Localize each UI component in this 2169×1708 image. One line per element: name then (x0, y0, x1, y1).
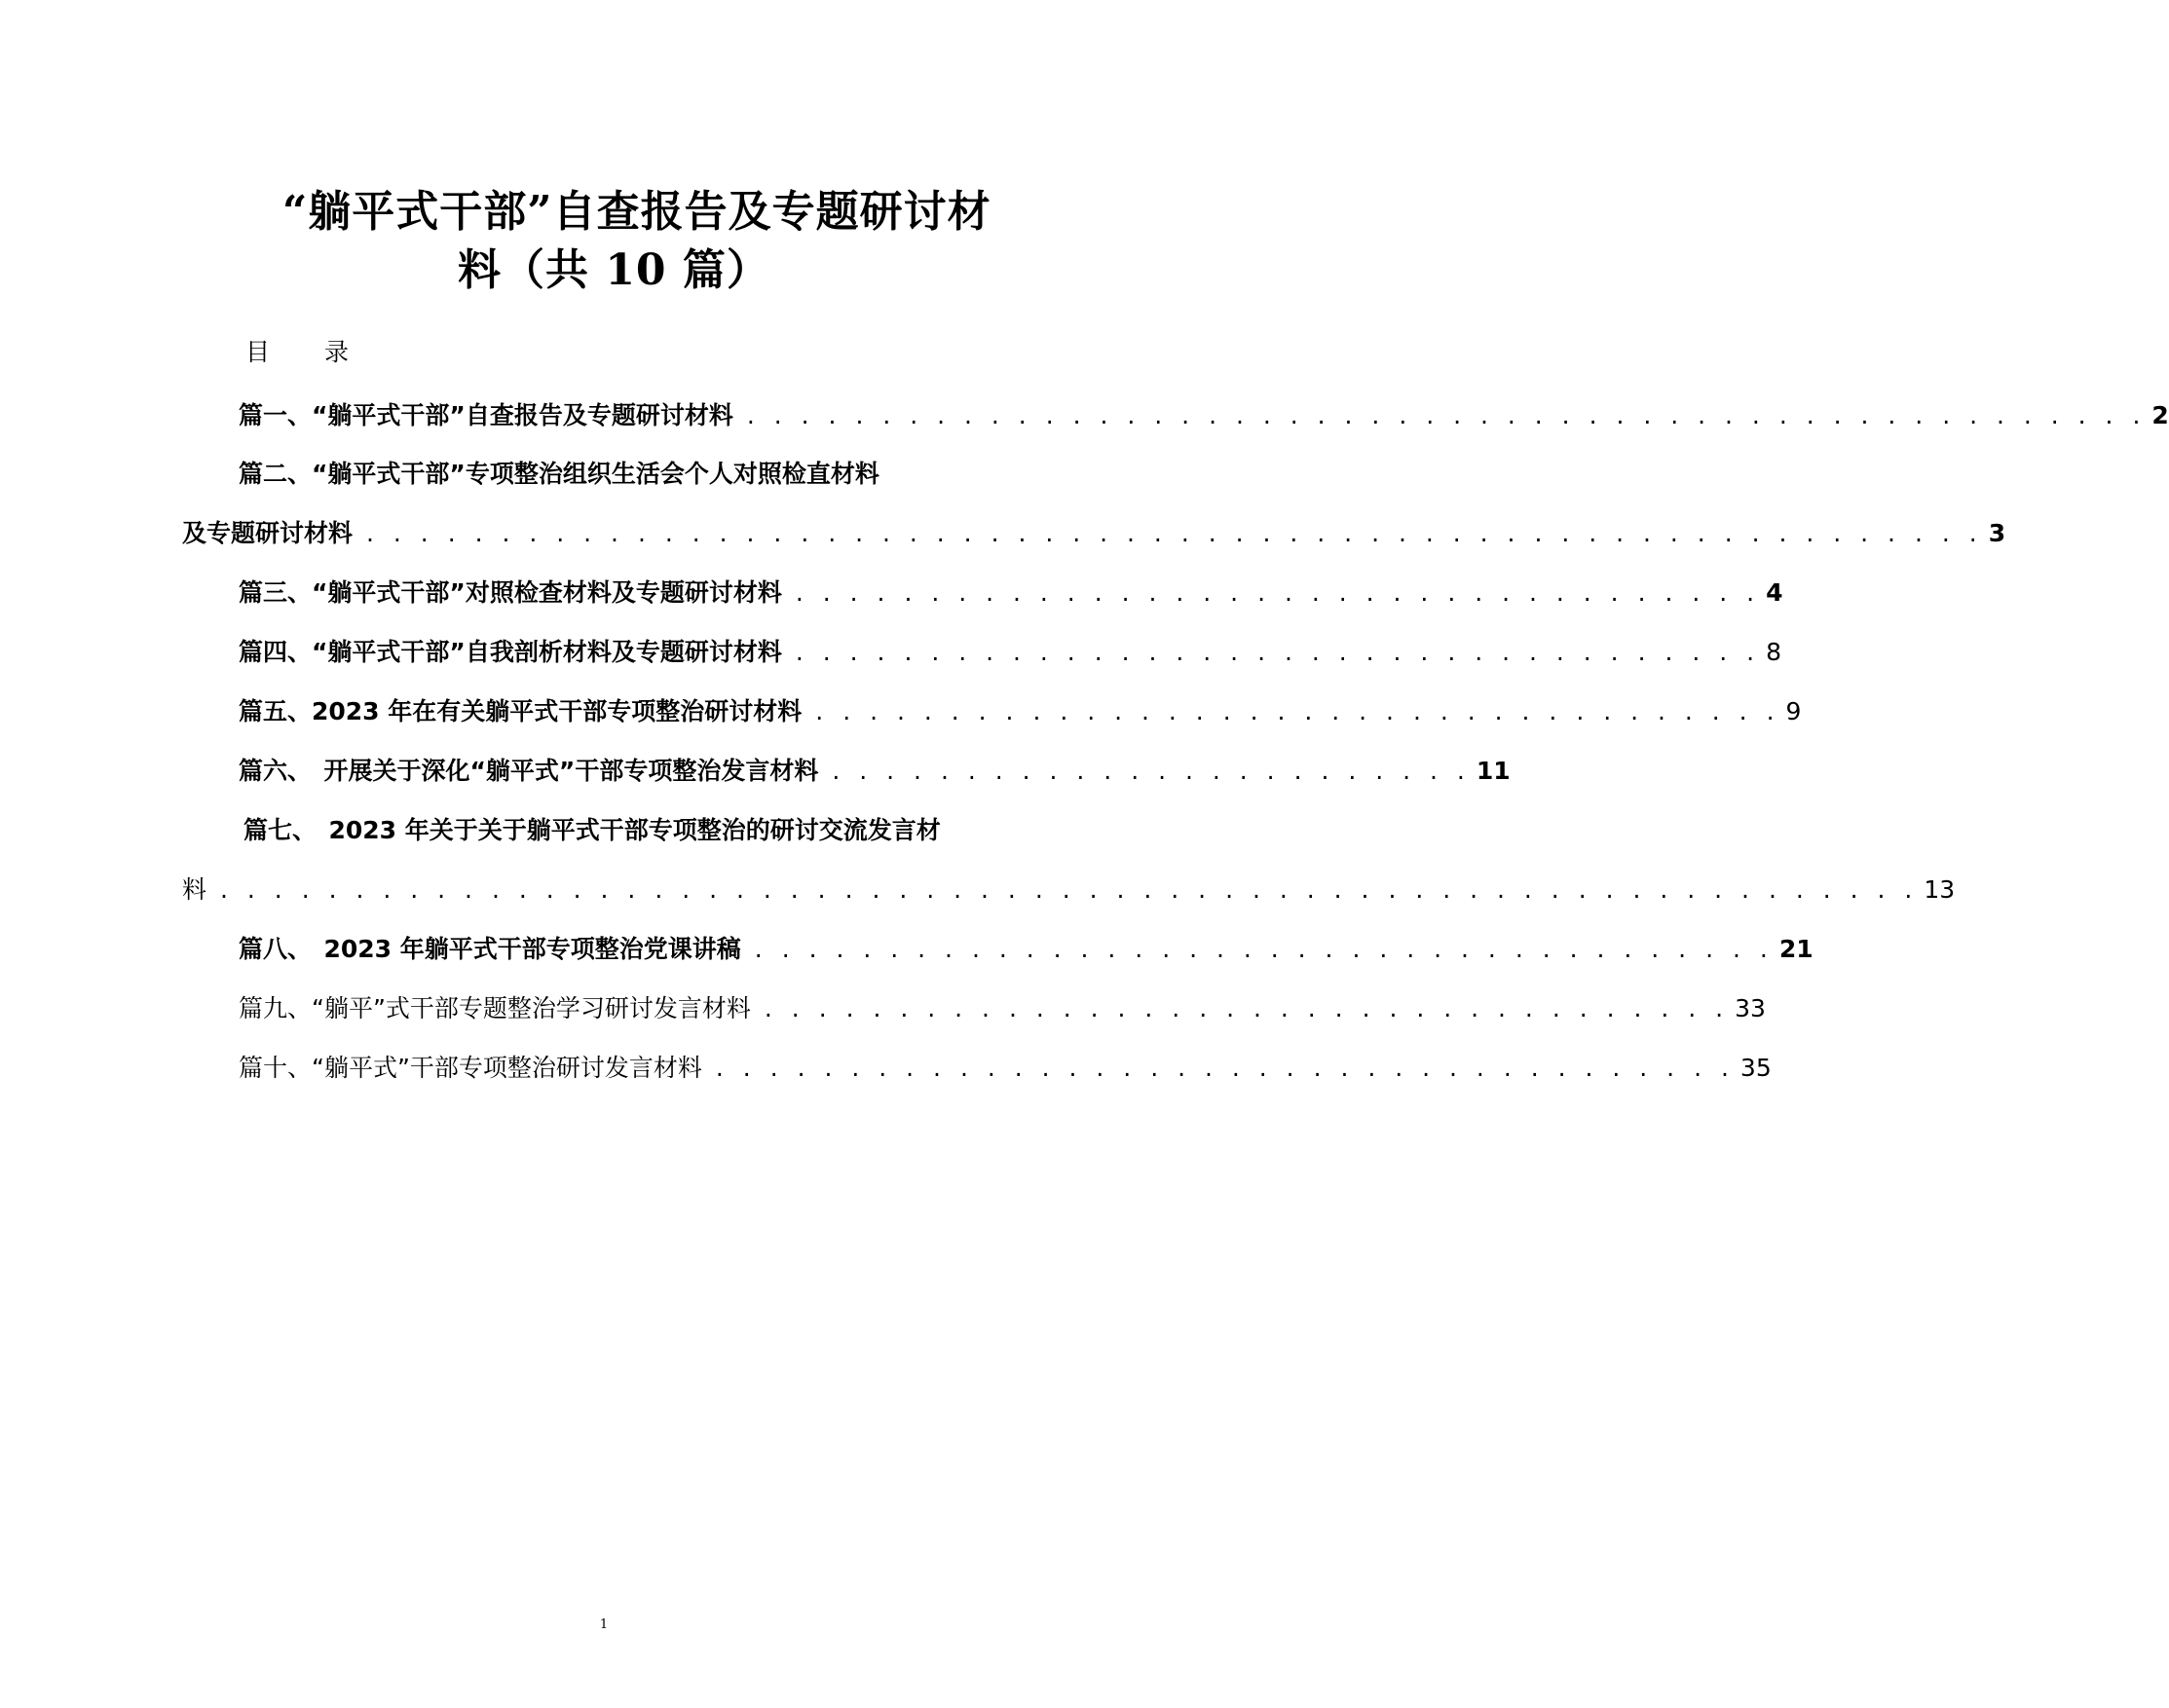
toc-entry-8-leader: . . . . . . . . . . . . . . . . . . . . . . . . . . . . . . . . . . . . . . (754, 935, 1774, 963)
toc-entry-2-page: 3 (1988, 519, 2006, 547)
toc-entry-4-page: 8 (1766, 638, 1782, 666)
toc-entry-6-title: 篇六、 开展关于深化“躺平式”干部专项整治发言材料 (239, 757, 819, 785)
toc-entry-3-leader: . . . . . . . . . . . . . . . . . . . . . . . . . . . . . . . . . . . . (795, 578, 1761, 607)
toc-entry-2-line-2[interactable] (182, 519, 2006, 547)
toc-entry-2-title-line-2: 及专题研讨材料 (182, 519, 354, 547)
document-title-line-1: “躺平式干部”自查报告及专题研讨材 (282, 187, 991, 237)
toc-entry-7-title-line-2: 料 (182, 875, 207, 904)
toc-entry-3-title: 篇三、“躺平式干部”对照检查材料及专题研讨材料 (239, 578, 782, 607)
toc-entry-8-title: 篇八、 2023 年躺平式干部专项整治党课讲稿 (239, 935, 741, 963)
toc-entry-1-leader: . . . . . . . . . . . . . . . . . . . . . . . . . . . . . . . . . . . . . . . . . . . . . . . . . . . . (746, 401, 2147, 429)
toc-entry-9-title: 篇九、“躺平”式干部专题整治学习研讨发言材料 (239, 994, 751, 1022)
toc-entry-7-line-2[interactable] (182, 875, 1956, 904)
toc-entry-7-page: 13 (1924, 875, 1956, 904)
toc-entry-6[interactable] (239, 757, 1511, 785)
document-title-line-2: 料（共 10 篇） (458, 245, 770, 295)
toc-entry-3[interactable] (239, 578, 1783, 607)
footer-page-number: 1 (599, 1617, 609, 1632)
toc-entry-6-leader: . . . . . . . . . . . . . . . . . . . . . . . . (832, 757, 1471, 785)
toc-entry-5-title: 篇五、2023 年在有关躺平式干部专项整治研讨材料 (239, 697, 803, 725)
toc-entry-4[interactable] (239, 638, 1782, 666)
toc-entry-5-page: 9 (1785, 697, 1802, 725)
toc-entry-9-leader: . . . . . . . . . . . . . . . . . . . . . . . . . . . . . . . . . . . . (764, 994, 1730, 1022)
toc-entry-2-line-1[interactable] (239, 462, 1011, 486)
toc-entry-1-title: 篇一、“躺平式干部”自查报告及专题研讨材料 (239, 401, 733, 429)
toc-entry-8-page: 21 (1778, 935, 1814, 963)
toc-entry-1[interactable] (239, 401, 2169, 429)
toc-entry-6-page: 11 (1476, 757, 1511, 785)
toc-entry-1-page: 2 (2151, 401, 2169, 429)
toc-entry-5[interactable] (239, 697, 1802, 725)
toc-entry-4-leader: . . . . . . . . . . . . . . . . . . . . . . . . . . . . . . . . . . . . (795, 638, 1761, 666)
toc-entry-7-line-1[interactable] (243, 818, 1013, 842)
toc-entry-9[interactable] (239, 994, 1766, 1022)
toc-entry-10-title: 篇十、“躺平式”干部专项整治研讨发言材料 (239, 1054, 702, 1082)
toc-entry-7-leader: . . . . . . . . . . . . . . . . . . . . . . . . . . . . . . . . . . . . . . . . . . . . . . . . . . . . . . . . . . . . . . . (220, 875, 1919, 904)
toc-entry-5-leader: . . . . . . . . . . . . . . . . . . . . . . . . . . . . . . . . . . . . (815, 697, 1780, 725)
toc-entry-10-page: 35 (1739, 1054, 1772, 1082)
toc-entry-10[interactable] (239, 1054, 1772, 1082)
toc-entry-2-title-line-1: 篇二、“躺平式干部”专项整治组织生活会个人对照检直材料 (239, 460, 879, 488)
toc-entry-10-leader: . . . . . . . . . . . . . . . . . . . . . . . . . . . . . . . . . . . . . . (715, 1054, 1735, 1082)
toc-entry-7-title-line-1: 篇七、 2023 年关于关于躺平式干部专项整治的研讨交流发言材 (243, 816, 941, 844)
toc-entry-2-leader: . . . . . . . . . . . . . . . . . . . . . . . . . . . . . . . . . . . . . . . . . . . . . . . . . . . . . . . . . . . . (366, 519, 1983, 547)
toc-entry-3-page: 4 (1766, 578, 1783, 607)
toc-entry-9-page: 33 (1735, 994, 1766, 1022)
toc-entry-4-title: 篇四、“躺平式干部”自我剖析材料及专题研讨材料 (239, 638, 782, 666)
toc-entry-8[interactable] (239, 935, 1814, 963)
toc-heading: 目 录 (245, 338, 372, 366)
